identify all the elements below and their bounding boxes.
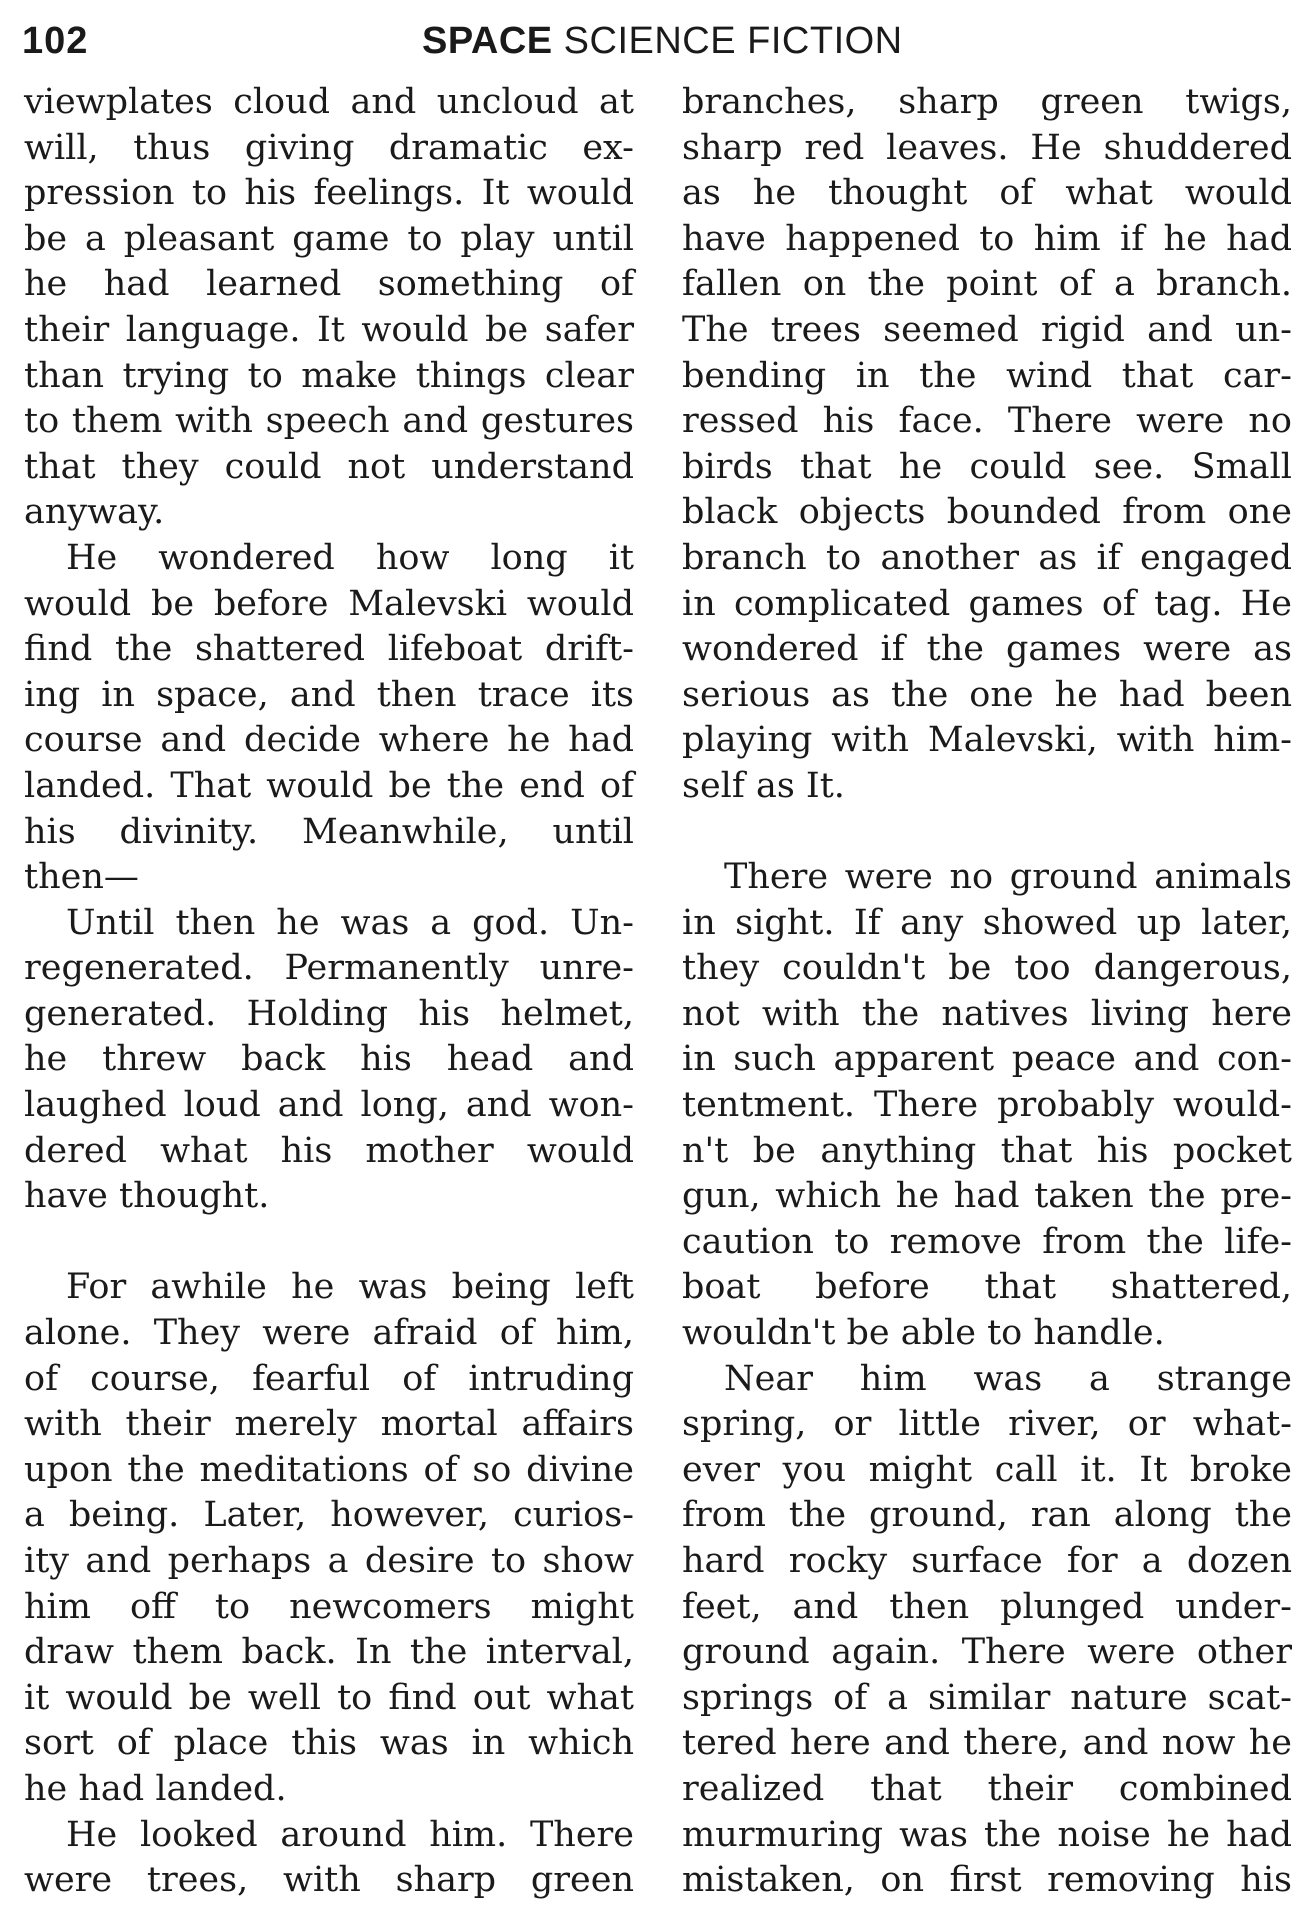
text-line: wondered if the games were as xyxy=(682,629,1292,670)
text-line: as he thought of what would xyxy=(682,173,1292,214)
text-line: his divinity. Meanwhile, until xyxy=(24,811,634,852)
text-line: in complicated games of tag. He xyxy=(682,583,1292,624)
text-line: tered here and there, and now he xyxy=(682,1723,1292,1764)
text-line: were trees, with sharp green xyxy=(24,1860,634,1901)
text-line: self as It. xyxy=(682,765,845,806)
text-line: regenerated. Permanently unre- xyxy=(24,948,634,989)
running-title xyxy=(422,20,903,63)
text-line: ity and perhaps a desire to show xyxy=(24,1541,634,1581)
text-line: playing with Malevski, with him- xyxy=(682,720,1292,761)
text-line: n't be anything that his pocket xyxy=(682,1130,1292,1171)
text-line: alone. They were afraid of him, xyxy=(24,1313,634,1354)
text-line: Near him was a strange xyxy=(724,1358,1292,1399)
text-line: realized that their combined xyxy=(682,1768,1292,1809)
text-line: Until then he was a god. Un- xyxy=(66,902,634,943)
text-line: would be before Malevski would xyxy=(24,583,634,624)
text-line: spring, or little river, or what- xyxy=(682,1404,1292,1445)
text-line: will, thus giving dramatic ex- xyxy=(24,127,634,168)
text-line: ground again. There were other xyxy=(682,1632,1292,1673)
text-line: then— xyxy=(24,857,139,898)
text-line: feet, and then plunged under- xyxy=(682,1586,1292,1627)
text-line: tentment. There probably would- xyxy=(682,1085,1292,1126)
text-line: birds that he could see. Small xyxy=(682,446,1292,487)
running-title-bold: SPACE xyxy=(422,20,553,62)
text-line: fallen on the point of a branch. xyxy=(682,264,1292,305)
text-line: ever you might call it. It broke xyxy=(682,1449,1292,1490)
text-line: he had landed. xyxy=(24,1768,287,1809)
text-line: find the shattered lifeboat drift- xyxy=(24,629,634,670)
text-line: sharp red leaves. He shuddered xyxy=(682,127,1292,168)
text-line: landed. That would be the end of xyxy=(24,765,634,806)
left-column xyxy=(24,80,634,1904)
text-line: branch to another as if engaged xyxy=(682,537,1292,578)
text-line: bending in the wind that car- xyxy=(682,355,1292,396)
text-line: hard rocky surface for a dozen xyxy=(682,1541,1292,1581)
text-line: generated. Holding his helmet, xyxy=(24,993,634,1034)
text-line: have happened to him if he had xyxy=(682,218,1292,259)
running-title-rest: SCIENCE FICTION xyxy=(552,20,903,62)
text-line: mistaken, on first removing his xyxy=(682,1860,1292,1901)
text-line: ing in space, and then trace its xyxy=(24,674,634,715)
text-line: The trees seemed rigid and un- xyxy=(682,309,1292,350)
text-line: he threw back his head and xyxy=(24,1039,634,1080)
text-line: to them with speech and gestures xyxy=(24,401,634,442)
text-line: black objects bounded from one xyxy=(682,492,1292,533)
text-line: in such apparent peace and con- xyxy=(682,1039,1292,1080)
text-line: gun, which he had taken the pre- xyxy=(682,1176,1292,1217)
text-line: with their merely mortal affairs xyxy=(24,1404,634,1445)
right-column xyxy=(682,80,1292,1904)
text-line: murmuring was the noise he had xyxy=(682,1814,1292,1855)
text-line: have thought. xyxy=(24,1176,270,1217)
text-line: There were no ground animals xyxy=(724,857,1292,898)
text-line: pression to his feelings. It would xyxy=(24,173,634,214)
text-line: He wondered how long it xyxy=(66,537,634,578)
text-line: it would be well to find out what xyxy=(24,1677,634,1718)
text-line: course and decide where he had xyxy=(24,720,634,761)
text-line: draw them back. In the interval, xyxy=(24,1632,634,1673)
text-line: wouldn't be able to handle. xyxy=(682,1313,1165,1354)
text-line: springs of a similar nature scat- xyxy=(682,1677,1292,1718)
text-line: him off to newcomers might xyxy=(24,1586,634,1627)
text-line: boat before that shattered, xyxy=(682,1267,1292,1308)
text-line: not with the natives living here xyxy=(682,993,1292,1034)
text-line: that they could not understand xyxy=(24,446,634,487)
text-line: he had learned something of xyxy=(24,264,634,305)
page-number: 102 xyxy=(22,20,89,62)
text-line: ressed his face. There were no xyxy=(682,401,1292,442)
section-break xyxy=(24,1220,634,1266)
text-line: anyway. xyxy=(24,492,165,533)
text-line: sort of place this was in which xyxy=(24,1723,634,1764)
text-line: viewplates cloud and uncloud at xyxy=(24,82,634,122)
text-line: be a pleasant game to play until xyxy=(24,218,634,259)
text-line: caution to remove from the life- xyxy=(682,1221,1292,1262)
page-header xyxy=(22,14,1292,74)
text-line: in sight. If any showed up later, xyxy=(682,902,1292,943)
text-line: For awhile he was being left xyxy=(66,1267,634,1308)
text-line: than trying to make things clear xyxy=(24,355,634,396)
text-line: upon the meditations of so divine xyxy=(24,1449,634,1490)
text-line: they couldn't be too dangerous, xyxy=(682,948,1292,989)
text-line: serious as the one he had been xyxy=(682,674,1292,715)
text-line: laughed loud and long, and won- xyxy=(24,1085,634,1126)
text-line: their language. It would be safer xyxy=(24,309,634,350)
text-line: dered what his mother would xyxy=(24,1130,634,1171)
text-line: of course, fearful of intruding xyxy=(24,1358,634,1399)
text-line: branches, sharp green twigs, xyxy=(682,82,1292,122)
text-line: from the ground, ran along the xyxy=(682,1495,1292,1536)
text-line: He looked around him. There xyxy=(66,1814,634,1855)
section-break xyxy=(682,810,1292,856)
text-line: a being. Later, however, curios- xyxy=(24,1495,634,1536)
